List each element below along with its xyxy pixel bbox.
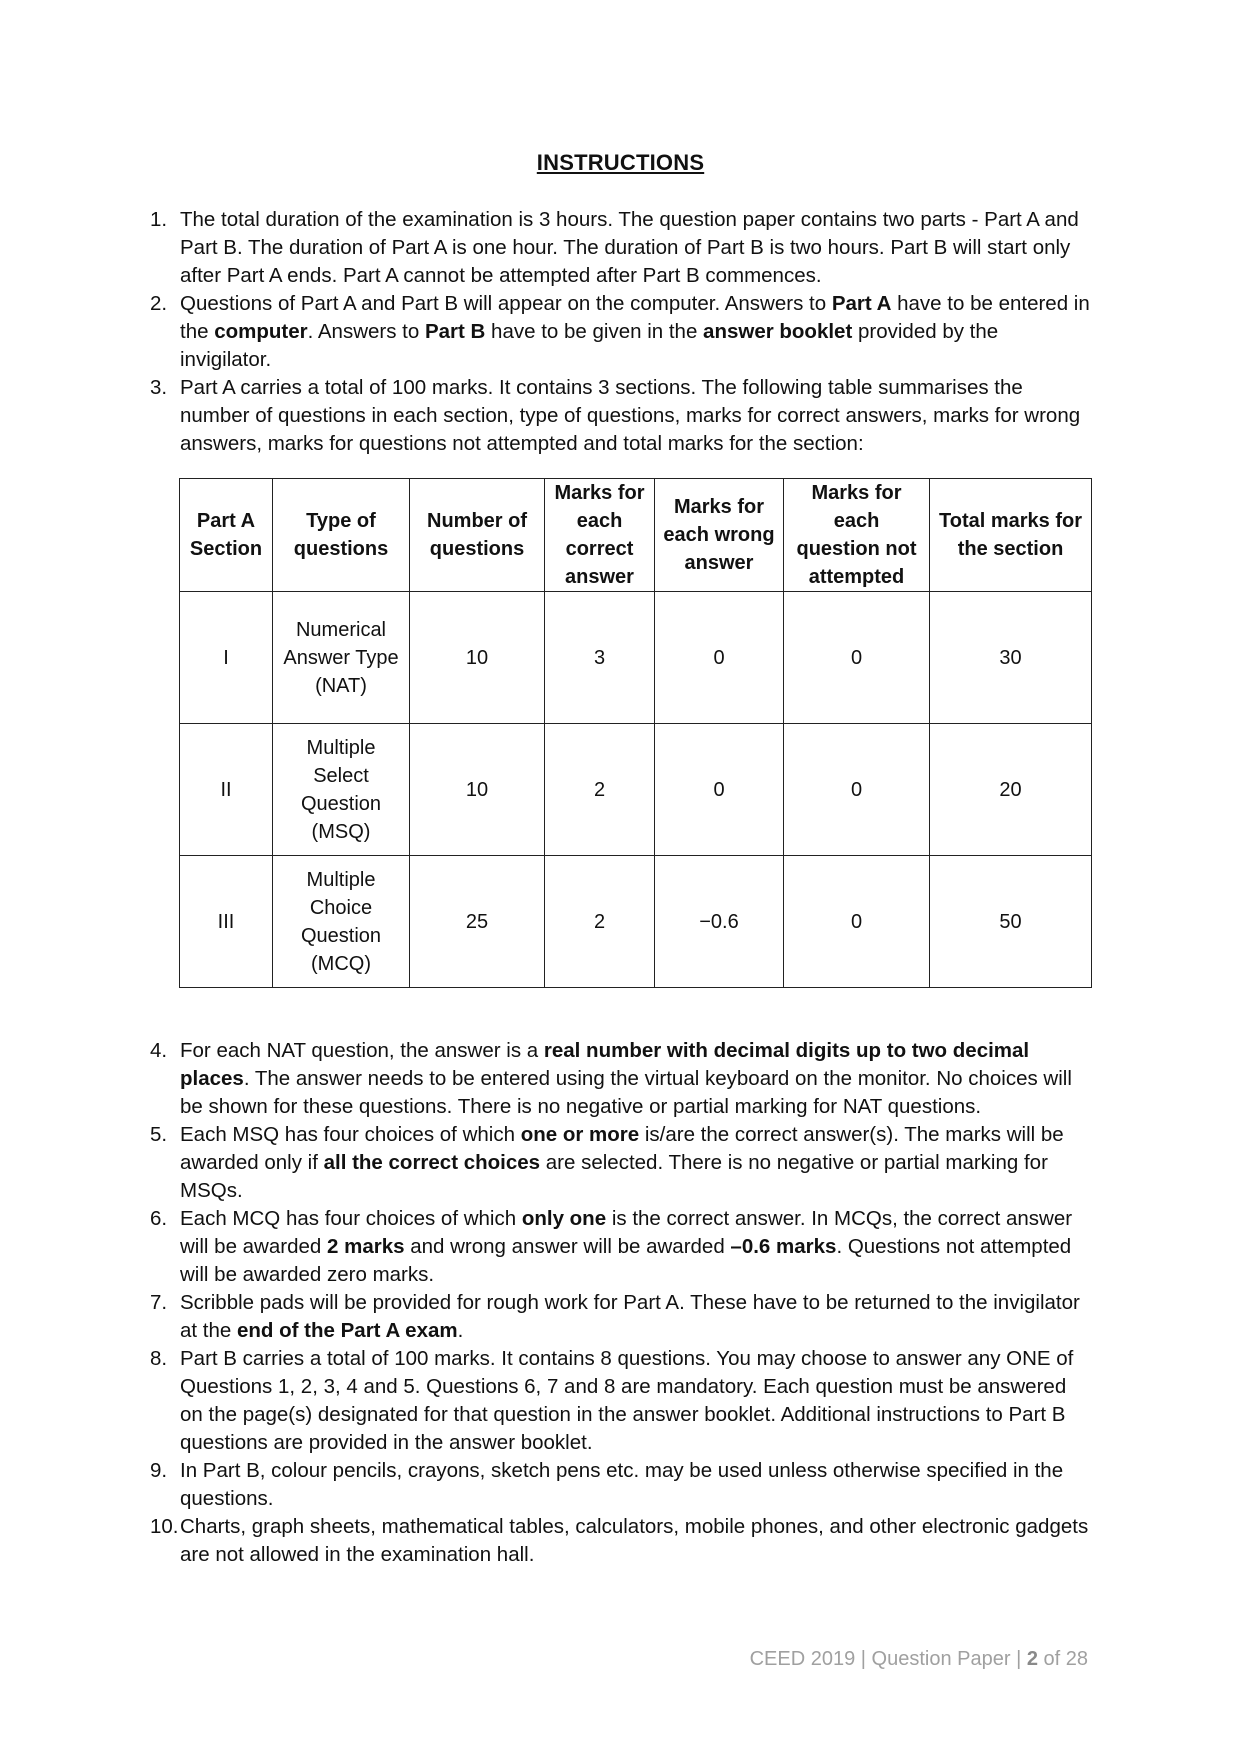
item-number: 6.	[150, 1207, 168, 1230]
text-segment: For each NAT question, the answer is a	[180, 1039, 544, 1062]
item-number: 10.	[150, 1515, 179, 1538]
item-number: 3.	[150, 376, 168, 399]
cell-section: II	[180, 724, 273, 856]
text-segment: Questions of Part A and Part B will appear on the computer. Answers to	[180, 292, 832, 315]
item-number: 7.	[150, 1291, 168, 1314]
instruction-text: Charts, graph sheets, mathematical tables, calculators, mobile phones, and other electronic gadgets are not allowed in the examination hall.	[180, 1515, 1089, 1566]
cell-correct: 2	[545, 724, 655, 856]
cell-correct: 3	[545, 592, 655, 724]
instruction-item-4	[150, 1037, 1090, 1121]
instruction-text: The total duration of the examination is 3 hours. The question paper contains two parts - Part A and Part B. The duration of Part A is one hour. The duration of Part B is two hours. Part B will start only after Part A ends. Part A cannot be attempted after Part B commences.	[180, 208, 1079, 287]
text-segment: are selected. There is no negative or partial marking for MSQs.	[180, 1151, 1048, 1202]
bold-segment: Part A	[831, 292, 892, 315]
cell-wrong: 0	[655, 592, 784, 724]
cell-section: I	[180, 592, 273, 724]
table-row	[180, 592, 1092, 724]
text-segment: Each MSQ has four choices of which	[180, 1123, 521, 1146]
item-number: 9.	[150, 1459, 168, 1482]
cell-not-attempted: 0	[784, 856, 930, 988]
cell-section: III	[180, 856, 273, 988]
bold-segment: –0.6 marks	[730, 1235, 837, 1258]
instruction-item-3	[150, 374, 1090, 458]
instruction-item-1	[150, 206, 1090, 290]
cell-type: Multiple Select Question (MSQ)	[273, 724, 410, 856]
cell-type: Numerical Answer Type (NAT)	[273, 592, 410, 724]
cell-total: 20	[930, 724, 1092, 856]
cell-type: Multiple Choice Question (MCQ)	[273, 856, 410, 988]
header-type: Type of questions	[273, 479, 410, 592]
header-number: Number of questions	[410, 479, 545, 592]
instruction-text: In Part B, colour pencils, crayons, sketch pens etc. may be used unless otherwise specified in the questions.	[180, 1459, 1064, 1510]
instruction-item-2	[150, 290, 1090, 374]
item-number: 4.	[150, 1039, 168, 1062]
item-number: 5.	[150, 1123, 168, 1146]
cell-wrong: −0.6	[655, 856, 784, 988]
text-segment: have to be given in the	[485, 320, 704, 343]
cell-number: 25	[410, 856, 545, 988]
header-wrong: Marks for each wrong answer	[655, 479, 784, 592]
page-title: INSTRUCTIONS	[536, 150, 705, 175]
text-segment: is/are the correct answer(s). The marks will be awarded only if	[180, 1123, 1064, 1174]
text-segment: .	[457, 1319, 464, 1342]
cell-wrong: 0	[655, 724, 784, 856]
header-section: Part A Section	[180, 479, 273, 592]
bold-segment: only one	[521, 1207, 607, 1230]
item-number: 1.	[150, 208, 168, 231]
table-header-row	[180, 479, 1092, 592]
table-row	[180, 856, 1092, 988]
text-segment: . The answer needs to be entered using the virtual keyboard on the monitor. No choices will be shown for these questions. There is no negative or partial marking for NAT questions.	[180, 1067, 1072, 1118]
bold-segment: end of the Part A exam	[237, 1319, 458, 1342]
text-segment: provided by the invigilator.	[180, 320, 999, 371]
bold-segment: real number with decimal digits up to two decimal places	[180, 1039, 1030, 1090]
cell-correct: 2	[545, 856, 655, 988]
bold-segment: 2 marks	[327, 1235, 405, 1258]
instruction-text: Part A carries a total of 100 marks. It contains 3 sections. The following table summarises the number of questions in each section, type of questions, marks for correct answers, marks for wrong answers, marks for questions not attempted and total marks for the section:	[180, 376, 1081, 455]
item-number: 2.	[150, 292, 168, 315]
item-number: 8.	[150, 1347, 168, 1370]
instruction-item-5	[150, 1121, 1090, 1205]
instructions-list-part-1	[150, 206, 1090, 458]
footer-page-number: 2	[1026, 1648, 1038, 1670]
text-segment: Each MCQ has four choices of which	[180, 1207, 522, 1230]
text-segment: Scribble pads will be provided for rough work for Part A. These have to be returned to the invigilator at the	[180, 1291, 1080, 1342]
footer-suffix: of 28	[1037, 1648, 1088, 1670]
bold-segment: all the correct choices	[323, 1151, 541, 1174]
instruction-item-7	[150, 1289, 1090, 1345]
cell-number: 10	[410, 592, 545, 724]
instruction-item-6	[150, 1205, 1090, 1289]
bold-segment: Part B	[424, 320, 486, 343]
text-segment: is the correct answer. In MCQs, the correct answer will be awarded	[180, 1207, 1073, 1258]
instructions-list-part-2	[150, 1037, 1090, 1569]
header-correct: Marks for each correct answer	[545, 479, 655, 592]
bold-segment: computer	[214, 320, 308, 343]
page-footer	[750, 1648, 1088, 1671]
instruction-item-10	[150, 1513, 1090, 1569]
instruction-item-9	[150, 1457, 1090, 1513]
header-not-attempted: Marks for each question not attempted	[784, 479, 930, 592]
text-segment: . Answers to	[307, 320, 425, 343]
header-total: Total marks for the section	[930, 479, 1092, 592]
cell-total: 50	[930, 856, 1092, 988]
cell-not-attempted: 0	[784, 592, 930, 724]
cell-number: 10	[410, 724, 545, 856]
table-row	[180, 724, 1092, 856]
footer-prefix: CEED 2019 | Question Paper |	[749, 1648, 1027, 1670]
text-segment: . Questions not attempted will be awarded zero marks.	[180, 1235, 1072, 1286]
marks-table	[179, 478, 1092, 988]
cell-not-attempted: 0	[784, 724, 930, 856]
bold-segment: one or more	[520, 1123, 640, 1146]
bold-segment: answer booklet	[703, 320, 853, 343]
text-segment: and wrong answer will be awarded	[404, 1235, 731, 1258]
instruction-text: Part B carries a total of 100 marks. It contains 8 questions. You may choose to answer any ONE of Questions 1, 2, 3, 4 and 5. Questions 6, 7 and 8 are mandatory. Each question must be answered on the page(s) designated for that question in the answer booklet. Additional instructions to Part B questions are provided in the answer booklet.	[180, 1347, 1074, 1454]
text-segment: have to be entered in the	[180, 292, 1090, 343]
instruction-item-8	[150, 1345, 1090, 1457]
cell-total: 30	[930, 592, 1092, 724]
